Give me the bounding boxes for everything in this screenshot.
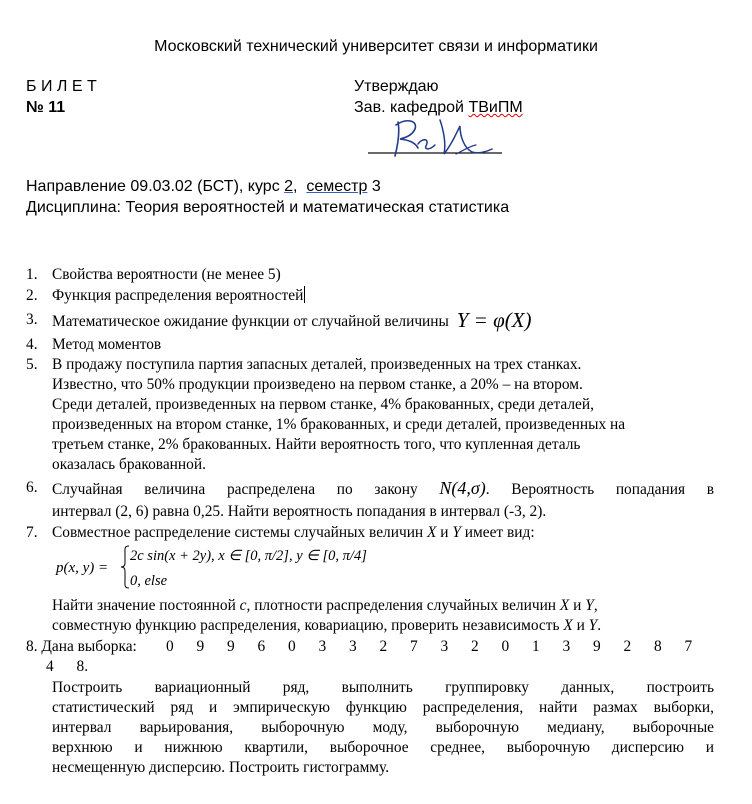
direction-text: Направление 09.03.02 (БСТ), курс [26, 178, 285, 195]
var-y: Y [585, 597, 594, 614]
q7-and: и [569, 597, 586, 614]
q8-last-line: несмещенную дисперсию. Построить гистограмму. [52, 759, 390, 776]
sample-row-1 [166, 637, 692, 657]
q6-text-a: Случайная величина распределена по закону [52, 481, 418, 498]
brace-icon [120, 545, 130, 589]
var-y: Y [588, 617, 598, 634]
var-x: X [427, 524, 437, 541]
semester-number: 3 [367, 178, 381, 195]
ticket-number: № 11 [26, 99, 66, 116]
q6-text-b: . Вероятность попадания в [485, 481, 714, 498]
q8-line: статистический ряд и эмпирическую функцию распределения, найти размах выборки, [52, 699, 714, 716]
q8-line: Построить вариационный ряд, выполнить группировку данных, построить [52, 679, 714, 696]
q7-intro [52, 523, 535, 543]
q5-line: третьем станке, 2% бракованных. Найти вероятность того, что купленная деталь [52, 436, 581, 453]
sample-value: 9 [227, 638, 235, 655]
head-prefix: Зав. кафедрой [354, 99, 469, 116]
signature-image [360, 112, 510, 164]
course-number: 2, [284, 178, 298, 195]
q2-line [52, 286, 305, 306]
sample-value: 6 [257, 638, 266, 655]
sample-value: 2 [379, 638, 388, 655]
q7-and: и [572, 617, 589, 634]
q4-text: Метод моментов [52, 336, 162, 353]
q3-text: Математическое ожидание функции от случайной величины [52, 313, 449, 330]
q3-number: 3. [26, 311, 38, 328]
sample-value: 2 [623, 638, 632, 655]
sample-value: 3 [562, 638, 571, 655]
q7-dot: . [597, 617, 602, 634]
ticket-title: Б И Л Е Т [26, 78, 97, 95]
university-name: Московский технический университет связи и информатики [154, 38, 598, 55]
sample-row-2 [46, 657, 107, 677]
approval-label: Утверждаю [354, 78, 439, 95]
sample-value: 8. [76, 658, 89, 675]
discipline: Дисциплина: Теория вероятностей и математическая статистика [26, 199, 510, 216]
var-y: Y [452, 524, 461, 541]
q6-number: 6. [26, 479, 38, 496]
q2-text: Функция распределения вероятностей [52, 287, 304, 304]
q6-line [52, 478, 714, 500]
var-x: X [563, 617, 573, 634]
q7-comma: , [593, 597, 598, 614]
sample-value: 3 [318, 638, 327, 655]
var-x: X [559, 597, 570, 614]
q7-formula-case2: 0, else [130, 573, 168, 589]
sample-value: 8 [654, 638, 662, 655]
q7-task-b: , плотности распределения случайных величин [246, 597, 560, 614]
course-line [26, 178, 381, 196]
q3-line [52, 310, 532, 332]
q6-formula: N(4,σ) [439, 478, 486, 498]
sample-value: 3 [440, 638, 449, 655]
q7-task-a: Найти значение постоянной [52, 597, 240, 614]
q5-number: 5. [26, 356, 38, 373]
q5-line: оказалась бракованной. [52, 456, 206, 473]
q7-intro-end: имеет вид: [460, 524, 535, 541]
sample-value: 3 [349, 638, 357, 655]
sample-value: 9 [593, 638, 601, 655]
q4-number: 4. [26, 336, 38, 353]
q5-line: В продажу поступила партия запасных деталей, произведенных на трех станках. [52, 356, 582, 373]
q7-formula-lhs: p(x, y) = [56, 560, 109, 576]
semester-label: семестр [306, 178, 368, 195]
q3-formula: Y = φ(X) [456, 308, 532, 332]
text-cursor [304, 286, 305, 303]
department-name: ТВиПМ [468, 99, 523, 116]
q7-task-line1 [52, 596, 598, 616]
q8-line: интервал варьирования, выборочную моду, выборочную медиану, выборочные [52, 719, 714, 736]
q8-label: 8. Дана выборка: [26, 638, 137, 655]
sample-value: 0 [288, 638, 296, 655]
q7-intro-text: Совместное распределение системы случайных величин [52, 524, 428, 541]
q2-number: 2. [26, 287, 38, 304]
q1-number: 1. [26, 266, 38, 283]
q7-task-line2 [52, 616, 601, 636]
sample-value: 7 [684, 638, 693, 655]
sample-value: 0 [501, 638, 510, 655]
sample-value: 2 [471, 638, 479, 655]
sample-value: 1 [532, 638, 540, 655]
q1-text: Свойства вероятности (не менее 5) [52, 266, 281, 283]
q5-line: Среди деталей, произведенных на первом станке, 4% бракованных, среди деталей, [52, 396, 594, 413]
q7-formula-case1: 2c sin(x + 2y), x ∈ [0, π/2], y ∈ [0, π/4] [130, 548, 367, 564]
q7-task-c: совместную функцию распределения, ковариацию, проверить независимость [52, 617, 564, 634]
q7-and: и [436, 524, 453, 541]
q6-line2: интервал (2, 6) равна 0,25. Найти вероятность попадания в интервал (-3, 2). [52, 503, 547, 520]
q5-line: Известно, что 50% продукции произведено на первом станке, а 20% – на втором. [52, 376, 583, 393]
sample-value: 0 [166, 638, 174, 655]
sample-value: 7 [410, 638, 418, 655]
q5-line: произведенных на втором станке, 1% бракованных, и среди деталей, произведенных на [52, 416, 626, 433]
q7-number: 7. [26, 524, 38, 541]
sample-value: 9 [196, 638, 205, 655]
sample-value: 4 [46, 658, 54, 675]
q8-line: верхнюю и нижнюю квартили, выборочное среднее, выборочную дисперсию и [52, 739, 714, 756]
const-c: c [239, 597, 247, 614]
